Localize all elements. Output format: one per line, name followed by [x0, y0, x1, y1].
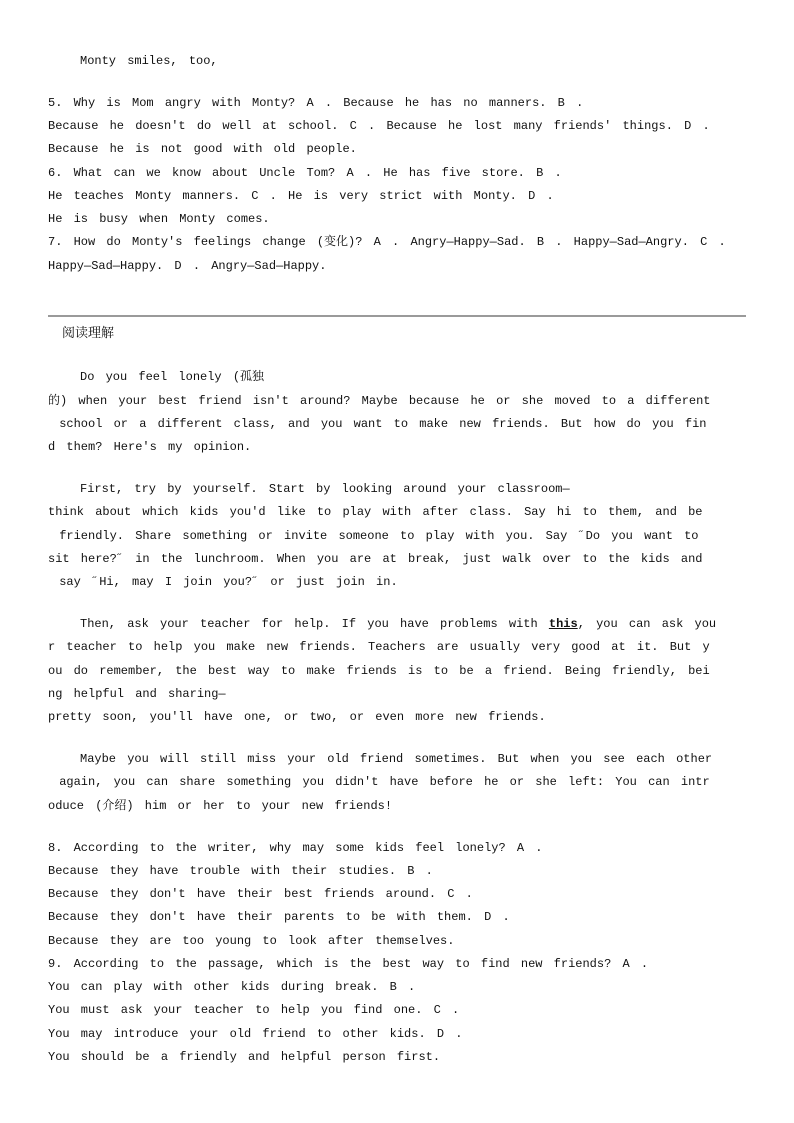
passage-p2-line-3: friendly. Share something or invite someone to play with you. Say ˝Do you want to: [48, 529, 699, 543]
question-8-line-3: Because they don't have their best friends around. C .: [48, 887, 473, 901]
passage-p1-line-4: d them? Here's my opinion.: [48, 440, 252, 454]
story-ending-line: Monty smiles, too,: [80, 54, 218, 68]
question-7-line-2: Happy—Sad—Happy. D . Angry—Sad—Happy.: [48, 259, 327, 273]
passage-p3-line-1: [80, 616, 780, 632]
question-9-line-3: You must ask your teacher to help you find one. C .: [48, 1003, 460, 1017]
section-title: 阅读理解: [62, 326, 115, 341]
question-5-line-1: 5. Why is Mom angry with Monty? A . Because he has no manners. B .: [48, 96, 584, 110]
question-8-line-2: Because they have trouble with their studies. B .: [48, 864, 433, 878]
passage-p2-line-4: sit here?˝ in the lunchroom. When you are at break, just walk over to the kids and: [48, 552, 703, 566]
question-6-line-3: He is busy when Monty comes.: [48, 212, 270, 226]
question-8-line-1: 8. According to the writer, why may some kids feel lonely? A .: [48, 841, 543, 855]
passage-p2-line-1: First, try by yourself. Start by looking around your classroom—: [80, 482, 570, 496]
question-9-line-1: 9. According to the passage, which is the best way to find new friends? A .: [48, 957, 649, 971]
question-9-line-5: You should be a friendly and helpful person first.: [48, 1050, 441, 1064]
passage-p3-line-1-start: Then, ask your teacher for help. If you have problems with: [80, 617, 549, 631]
section-divider: [48, 315, 746, 317]
passage-p3-line-1-end: , you can ask you: [577, 617, 717, 631]
question-9-line-4: You may introduce your old friend to other kids. D .: [48, 1027, 463, 1041]
passage-p1-line-3: school or a different class, and you want to make new friends. But how do you fin: [48, 417, 707, 431]
question-5-line-3: Because he is not good with old people.: [48, 142, 357, 156]
passage-p4-line-2: again, you can share something you didn't have before he or she left: You can intr: [48, 775, 710, 789]
question-6-line-2: He teaches Monty manners. C . He is very strict with Monty. D .: [48, 189, 554, 203]
passage-p4-line-3: oduce (介绍) him or her to your new friends!: [48, 799, 393, 813]
passage-p3-line-2: r teacher to help you make new friends. Teachers are usually very good at it. But y: [48, 640, 710, 654]
passage-p1-line-2: 的) when your best friend isn't around? Maybe because he or she moved to a different: [48, 394, 711, 408]
highlighted-word-this: this: [548, 617, 578, 631]
question-8-line-5: Because they are too young to look after themselves.: [48, 934, 455, 948]
passage-p3-line-4: ng helpful and sharing—: [48, 687, 226, 701]
passage-p2-line-5: say ˝Hi, may I join you?˝ or just join in.: [48, 575, 398, 589]
passage-p1-line-1: Do you feel lonely (孤独: [80, 370, 265, 384]
question-9-line-2: You can play with other kids during break. B .: [48, 980, 416, 994]
question-7-line-1: 7. How do Monty's feelings change (变化)? A . Angry—Happy—Sad. B . Happy—Sad—Angry. C .: [48, 235, 726, 249]
question-5-line-2: Because he doesn't do well at school. C . Because he lost many friends' things. D .: [48, 119, 710, 133]
passage-p4-line-1: Maybe you will still miss your old friend sometimes. But when you see each other: [80, 752, 713, 766]
passage-p2-line-2: think about which kids you'd like to play with after class. Say hi to them, and be: [48, 505, 703, 519]
passage-p3-line-5: pretty soon, you'll have one, or two, or even more new friends.: [48, 710, 546, 724]
question-6-line-1: 6. What can we know about Uncle Tom? A . He has five store. B .: [48, 166, 562, 180]
question-8-line-4: Because they don't have their parents to be with them. D .: [48, 910, 510, 924]
passage-p3-line-3: ou do remember, the best way to make friends is to be a friend. Being friendly, bei: [48, 664, 710, 678]
